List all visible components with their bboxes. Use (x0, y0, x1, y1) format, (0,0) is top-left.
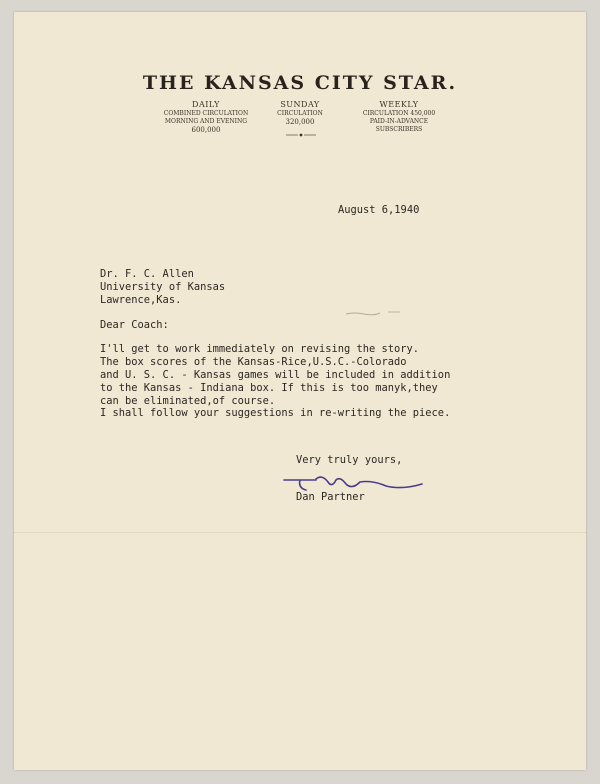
ornament-divider-icon (286, 132, 316, 138)
sunday-heading: SUNDAY (280, 100, 320, 109)
letter-date: August 6,1940 (338, 204, 420, 216)
body-paragraph-1 (100, 343, 450, 408)
weekly-heading: WEEKLY (379, 100, 419, 109)
recipient-name: Dr. F. C. Allen (100, 268, 194, 280)
recipient-city: Lawrence,Kas. (100, 294, 182, 306)
closing-line: Very truly yours, (296, 454, 403, 466)
body-line: The box scores of the Kansas-Rice,U.S.C.-Colorado (100, 356, 407, 368)
ink-smudge-mark (344, 309, 404, 317)
daily-line-2: MORNING AND EVENING (164, 118, 248, 125)
sunday-line-1: CIRCULATION (277, 110, 323, 117)
salutation: Dear Coach: (100, 319, 169, 331)
body-line: to the Kansas - Indiana box. If this is too manyk,they (100, 382, 438, 394)
weekly-circulation-block (339, 100, 459, 134)
recipient-address (100, 268, 225, 307)
body-line: and U. S. C. - Kansas games will be included in addition (100, 369, 451, 381)
daily-line-3: 600,000 (191, 126, 221, 134)
letter-page (14, 12, 586, 770)
letterhead-title: THE KANSAS CITY STAR. (142, 72, 458, 94)
paper-fold-line (14, 532, 586, 533)
body-line: I'll get to work immediately on revising the story. (100, 343, 420, 355)
daily-line-1: COMBINED CIRCULATION (163, 110, 249, 117)
signer-name: Dan Partner (296, 491, 365, 503)
body-paragraph-2: I shall follow your suggestions in re-writing the piece. (100, 407, 451, 419)
weekly-line-1: CIRCULATION 450,000 (362, 110, 436, 117)
weekly-line-3: SUBSCRIBERS (375, 126, 423, 133)
body-line: can be eliminated,of course. (100, 395, 276, 407)
sunday-line-2: 320,000 (285, 118, 315, 126)
recipient-org: University of Kansas (100, 281, 226, 293)
weekly-line-2: PAID-IN-ADVANCE (369, 118, 429, 125)
daily-heading: DAILY (192, 100, 220, 109)
